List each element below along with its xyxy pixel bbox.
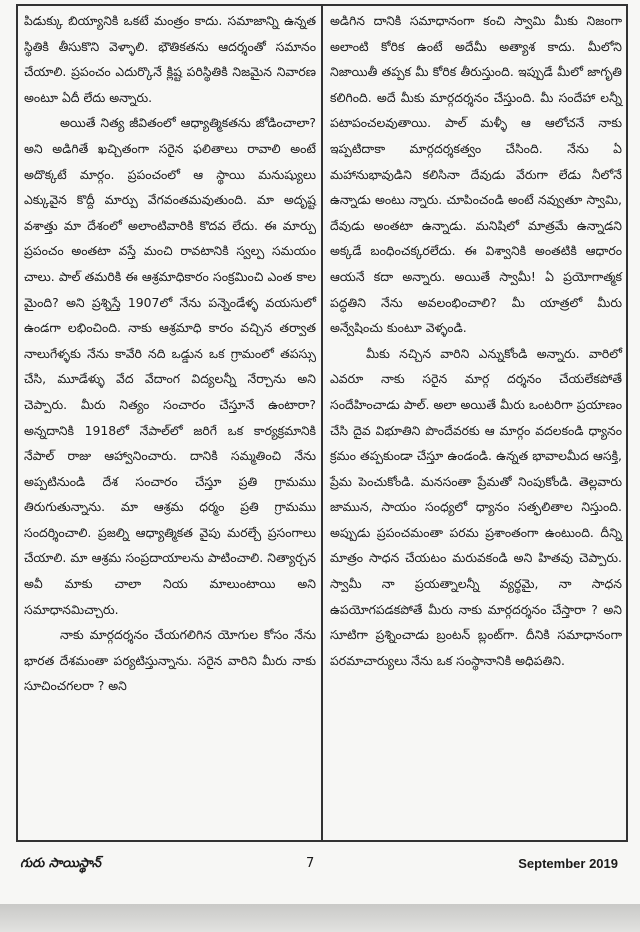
left-paragraph-3: నాకు మార్గదర్శనం చేయగలిగిన యోగుల కోసం నేను భారత దేశమంతా పర్యటిస్తున్నాను. సరైన వారిని మీరు నాకు సూచించగలరా ? అని [24, 627, 316, 694]
right-paragraph-1: అడిగిన దానికి సమాధానంగా కంచి స్వామి మీకు నిజంగా అలాంటి కోరిక ఉంటే అదేమీ అత్యాశ కాదు. మీలోని నిజాయితీ తప్పక మీ కోరిక తీరుస్తుంది. ఇప్పుడే మీలో జాగృతి కలిగింది. అదే మీకు మార్గదర్శనం చేస్తుంది. మీ సందేహా లన్నీ పటాపంచలవుతాయి. పాల్ మళ్ళీ ఆ ఆలోచనే నాకు ఇప్పటిదాకా మార్గదర్శకత్వం చేసింది. నేను ఏ మహానుభావుడిని కలిసినా దేవుడు వేరుగా లేడు నీలోనే ఉన్నాడు అంటు న్నారు. చూపించండి అంటే నవ్వుతూ స్వామి, దేవుడు అంతటా ఉన్నాడు. మనిషిలో మాత్రమే ఉన్నాడని అక్కడే బంధించక్కరలేదు. ఈ విశ్వానికి అంతటికి ఆధారం ఆయనే కదా అన్నారు. అయితే స్వామీ! ఏ ప్రయోగాత్మక పద్ధతిని నేను అవలంభించాలి? మీ యాత్రలో మీరు అన్వేషించు కుంటూ వెళ్ళండి. [330, 13, 622, 336]
left-paragraph-2: అయితే నిత్య జీవితంలో ఆధ్యాత్మికతను జోడించాలా? అని అడిగితే ఖచ్చితంగా సరైన ఫలితాలు రావాలి అంటే అదొక్కటే మార్గం. ప్రపంచంలో ఆ స్థాయి మనుష్యులు ఎక్కువైన కొద్దీ మార్పు వేగవంతమవుతుంది. మా అదృష్ట వశాత్తు మా దేశంలో అలాంటివారికి కొదవ లేదు. ఈ మార్పు ప్రపంచం అంతటా వస్తే మంచి రావటానికి స్వల్ప సమయం చాలు. పాల్ తమరికి ఈ ఆశ్రమాధికారం సంక్రమించి ఎంత కాల మైంది? అని ప్రశ్నిస్తే 1907లో నేను పన్నెండేళ్ళ వయసులో ఉండగా లభించింది. నాకు ఆశ్రమాధి కారం వచ్చిన తర్వాత నాలుగేళ్ళకు నేను కావేరి నది ఒడ్డున ఒక గ్రామంలో తపస్సు చేసి, మూడేళ్ళు వేద వేదాంగ విద్యలన్నీ నేర్చాను అని చెప్పారు. మీరు నిత్యం సంచారం చేస్తూనే ఉంటారా? అన్నదానికి 1918లో నేపాల్‌లో జరిగే ఒక కార్యక్రమానికి నేపాల్ రాజు ఆహ్వానించారు. దానికి సమ్మతించి నేను అప్పటినుండి దేశ సంచారం చేస్తూ ప్రతి గ్రామము తిరుగుతున్నాను. మా ఆశ్రమ ధర్మం ప్రతి గ్రామము సందర్శించాలి. ప్రజల్ని ఆధ్యాత్మికత వైపు మరల్చే ప్రసంగాలు చేయాలి. మా ఆశ్రమ సంప్రదాయాలను పాటించాలి. నిత్యార్చన అవీ మాకు చాలా నియ మాలుంటాయి అని సమాధానమిచ్చారు. [24, 115, 316, 617]
left-paragraph-1: పిడుక్కు బియ్యానికి ఒకటే మంత్రం కాదు. సమాజాన్ని ఉన్నత స్థితికి తీసుకొని వెళ్ళాలి. భౌతికతను ఆదర్శంతో సమానం చేయాలి. ప్రపంచం ఎదుర్కొనే క్లిష్ట పరిస్థితికి నిజమైన నివారణ అంటూ ఏదీ లేదు అన్నారు. [24, 13, 316, 105]
magazine-brand: గురు సాయిస్థాన్ [20, 856, 101, 871]
page-footer [16, 856, 628, 878]
page-number: 7 [306, 856, 315, 871]
issue-date: September 2019 [518, 856, 618, 871]
right-paragraph-2: మీకు నచ్చిన వారిని ఎన్నుకోండి అన్నారు. వారిలో ఎవరూ నాకు సరైన మార్గ దర్శనం చేయలేకపోతే సందేహించాడు పాల్. అలా అయితే మీరు ఒంటరిగా ప్రయాణం చేసి దైవ విభూతిని పొందేవరకు ఆ మార్గం వదలకండి ధ్యానం క్రమం తప్పకుండా చేస్తూ ఉండండి. ఉన్నత భావాలమీద ఆసక్తి, ప్రేమ పెంచుకోండి. మనసంతా ప్రేమతో నింపుకోండి. తెల్లవారు జామున, సాయం సంధ్యలో ధ్యానం సత్ఫలితాల నిస్తుంది. అప్పుడు ప్రపంచమంతా పరమ ప్రశాంతంగా ఉంటుంది. దీన్ని మాత్రం సాధన చేయటం మరువకండి అని హితవు చెప్పారు. స్వామీ నా ప్రయత్నాలన్నీ వ్యర్థమై, నా సాధన ఉపయోగపడకపోతే మీరు నాకు మార్గదర్శనం చేస్తారా ? అని సూటిగా ప్రశ్నించాడు బ్రంటన్ బ్లంట్‌గా. దీనికి సమాధానంగా పరమాచార్యులు నేను ఒక సంస్థానానికి అధిపతిని. [330, 345, 622, 668]
column-divider [321, 4, 323, 842]
right-column [330, 8, 622, 673]
left-column [24, 8, 316, 699]
scan-bottom-shadow [0, 904, 640, 932]
